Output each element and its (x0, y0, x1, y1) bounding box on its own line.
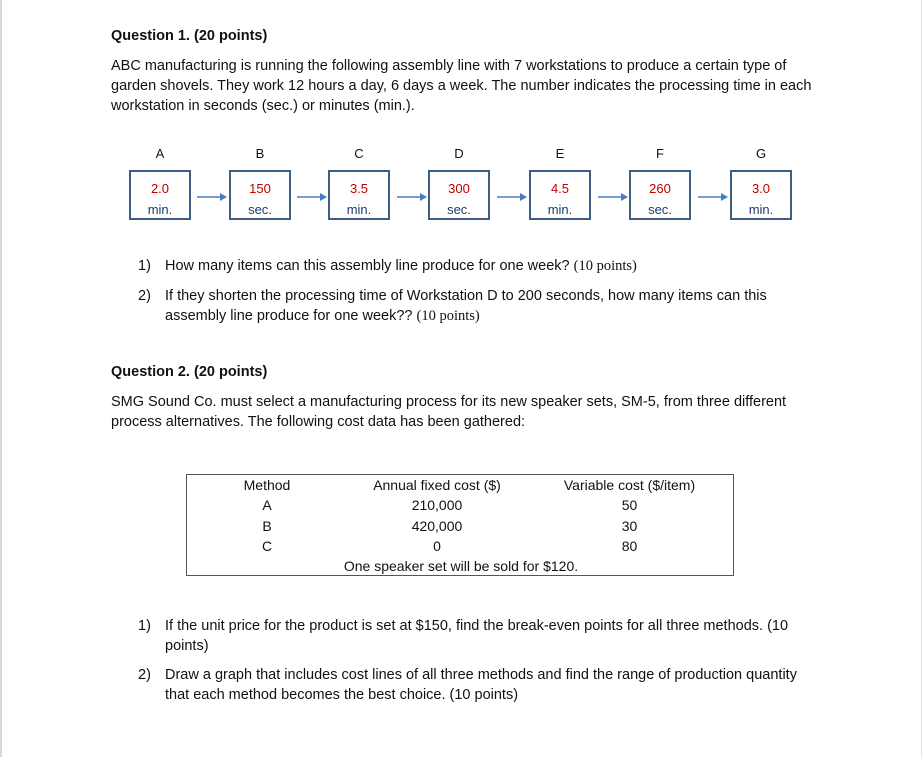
question-2-item-2 (138, 665, 818, 705)
item-text: How many items can this assembly line produce for one week? (165, 258, 570, 274)
station-g-unit: min. (748, 202, 774, 217)
table-cell: 50 (621, 497, 638, 513)
question-2-item-1 (138, 616, 818, 656)
station-label-a: A (155, 146, 165, 161)
table-cell: 210,000 (411, 497, 463, 513)
station-box-b (229, 170, 291, 220)
table-cell: B (262, 518, 272, 534)
station-c-value: 3.5 (349, 181, 369, 196)
station-c-unit: min. (346, 202, 372, 217)
item-number: 2) (138, 667, 151, 683)
table-header-fixed-cost: Annual fixed cost ($) (373, 477, 501, 493)
arrow-right-icon (597, 192, 629, 202)
table-header-method: Method (243, 477, 291, 493)
arrow-right-icon (496, 192, 528, 202)
question-2-heading: Question 2. (20 points) (111, 364, 268, 380)
table-cell: 420,000 (411, 518, 463, 534)
arrow-right-icon (196, 192, 228, 202)
table-cell: 0 (433, 538, 441, 554)
question-1-item-2 (138, 286, 818, 326)
arrow-right-icon (396, 192, 428, 202)
item-number: 1) (138, 618, 151, 634)
station-f-unit: sec. (648, 202, 672, 217)
item-number: 2) (138, 288, 151, 304)
station-b-value: 150 (249, 181, 271, 196)
table-cell: C (261, 538, 273, 554)
station-f-value: 260 (649, 181, 671, 196)
question-1-item-1 (138, 256, 818, 276)
item-number: 1) (138, 258, 151, 274)
station-label-f: F (656, 146, 664, 161)
table-cell: 80 (621, 538, 638, 554)
page-left-edge (0, 0, 2, 757)
arrow-right-icon (296, 192, 328, 202)
item-points: (10 points) (416, 308, 480, 324)
table-cell: 30 (621, 518, 638, 534)
item-text: If the unit price for the product is set at $150, find the break-even points for all three methods. (10 points) (165, 618, 789, 654)
station-box-a (129, 170, 191, 220)
station-label-g: G (755, 146, 767, 161)
table-cell: A (262, 497, 272, 513)
cost-table (186, 474, 734, 576)
station-label-b: B (255, 146, 265, 161)
item-points: (10 points) (573, 258, 637, 274)
station-e-value: 4.5 (550, 181, 570, 196)
station-g-value: 3.0 (751, 181, 771, 196)
station-label-e: E (555, 146, 565, 161)
station-box-d (428, 170, 490, 220)
station-a-value: 2.0 (150, 181, 170, 196)
table-note: One speaker set will be sold for $120. (343, 558, 579, 574)
station-a-unit: min. (147, 202, 173, 217)
station-box-e (529, 170, 591, 220)
station-d-unit: sec. (447, 202, 471, 217)
question-2-paragraph: SMG Sound Co. must select a manufacturing process for its new speaker sets, SM-5, from three different process alternatives. The following cost data has been gathered: (111, 394, 787, 430)
station-label-d: D (454, 146, 464, 161)
station-b-unit: sec. (248, 202, 272, 217)
station-box-f (629, 170, 691, 220)
item-text: If they shorten the processing time of Workstation D to 200 seconds, how many items can this assembly line produce for one week?? (165, 288, 767, 324)
item-text: Draw a graph that includes cost lines of all three methods and find the range of production quantity that each method becomes the best choice. (10 points) (165, 667, 797, 703)
arrow-right-icon (697, 192, 729, 202)
station-box-c (328, 170, 390, 220)
question-1-heading: Question 1. (20 points) (111, 28, 268, 44)
station-e-unit: min. (547, 202, 573, 217)
table-header-variable-cost: Variable cost ($/item) (563, 477, 696, 493)
question-1-paragraph: ABC manufacturing is running the following assembly line with 7 workstations to produce a certain type of garden shovels. They work 12 hours a day, 6 days a week. The number indicates the processing time in each workstation in seconds (sec.) or minutes (min.). (111, 58, 812, 114)
station-d-value: 300 (448, 181, 470, 196)
station-box-g (730, 170, 792, 220)
station-label-c: C (354, 146, 364, 161)
